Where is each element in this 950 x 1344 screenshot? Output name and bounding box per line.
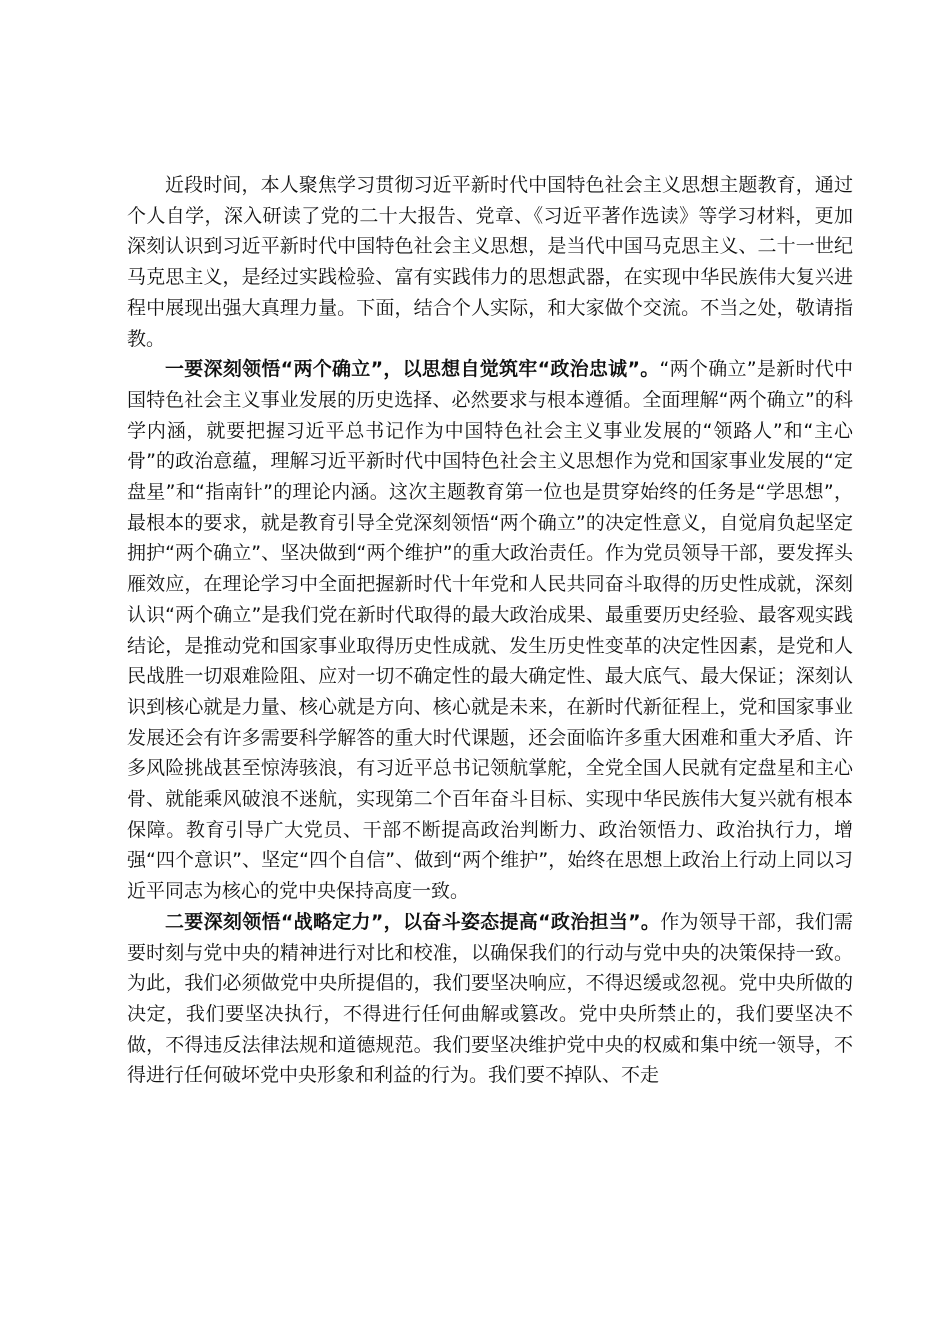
document-page bbox=[127, 170, 853, 1091]
paragraph-body: 作为领导干部，我们需要时刻与党中央的精神进行对比和校准，以确保我们的行动与党中央的决策保持一致。为此，我们必须做党中央所提倡的，我们要坚决响应，不得迟缓或忽视。党中央所做的决定，我们要坚决执行，不得进行任何曲解或篡改。党中央所禁止的，我们要坚决不做，不得违反法律法规和道德规范。我们要坚决维护党中央的权威和集中统一领导，不得进行任何破坏党中央形象和利益的行为。我们要不掉队、不走 bbox=[127, 910, 853, 1087]
intro-paragraph bbox=[127, 170, 853, 354]
point-two-paragraph bbox=[127, 907, 853, 1091]
paragraph-heading: 二要深刻领悟“战略定力”，以奋斗姿态提高“政治担当”。 bbox=[165, 910, 661, 933]
paragraph-heading: 一要深刻领悟“两个确立”，以思想自觉筑牢“政治忠诚”。 bbox=[165, 358, 660, 381]
paragraph-body: “两个确立”是新时代中国特色社会主义事业发展的历史选择、必然要求与根本遵循。全面理解“两个确立”的科学内涵，就要把握习近平总书记作为中国特色社会主义事业发展的“领路人”和“主心骨”的政治意蕴，理解习近平新时代中国特色社会主义思想作为党和国家事业发展的“定盘星”和“指南针”的理论内涵。这次主题教育第一位也是贯穿始终的任务是“学思想”，最根本的要求，就是教育引导全党深刻领悟“两个确立”的决定性意义，自觉肩负起坚定拥护“两个确立”、坚决做到“两个维护”的重大政治责任。作为党员领导干部，要发挥头雁效应，在理论学习中全面把握新时代十年党和人民共同奋斗取得的历史性成就，深刻认识“两个确立”是我们党在新时代取得的最大政治成果、最重要历史经验、最客观实践结论，是推动党和国家事业取得历史性成就、发生历史性变革的决定性因素，是党和人民战胜一切艰难险阻、应对一切不确定性的最大确定性、最大底气、最大保证；深刻认识到核心就是力量、核心就是方向、核心就是未来，在新时代新征程上，党和国家事业发展还会有许多需要科学解答的重大时代课题，还会面临许多重大困难和重大矛盾、许多风险挑战甚至惊涛骇浪，有习近平总书记领航掌舵，全党全国人民就有定盘星和主心骨、就能乘风破浪不迷航，实现第二个百年奋斗目标、实现中华民族伟大复兴就有根本保障。教育引导广大党员、干部不断提高政治判断力、政治领悟力、政治执行力，增强“四个意识”、坚定“四个自信”、做到“两个维护”，始终在思想上政治上行动上同以习近平同志为核心的党中央保持高度一致。 bbox=[127, 358, 854, 903]
point-one-paragraph bbox=[127, 354, 853, 907]
paragraph-body: 近段时间，本人聚焦学习贯彻习近平新时代中国特色社会主义思想主题教育，通过个人自学，深入研读了党的二十大报告、党章、《习近平著作选读》等学习材料，更加深刻认识到习近平新时代中国特色社会主义思想，是当代中国马克思主义、二十一世纪马克思主义，是经过实践检验、富有实践伟力的思想武器，在实现中华民族伟大复兴进程中展现出强大真理力量。下面，结合个人实际，和大家做个交流。不当之处，敬请指教。 bbox=[127, 174, 853, 350]
